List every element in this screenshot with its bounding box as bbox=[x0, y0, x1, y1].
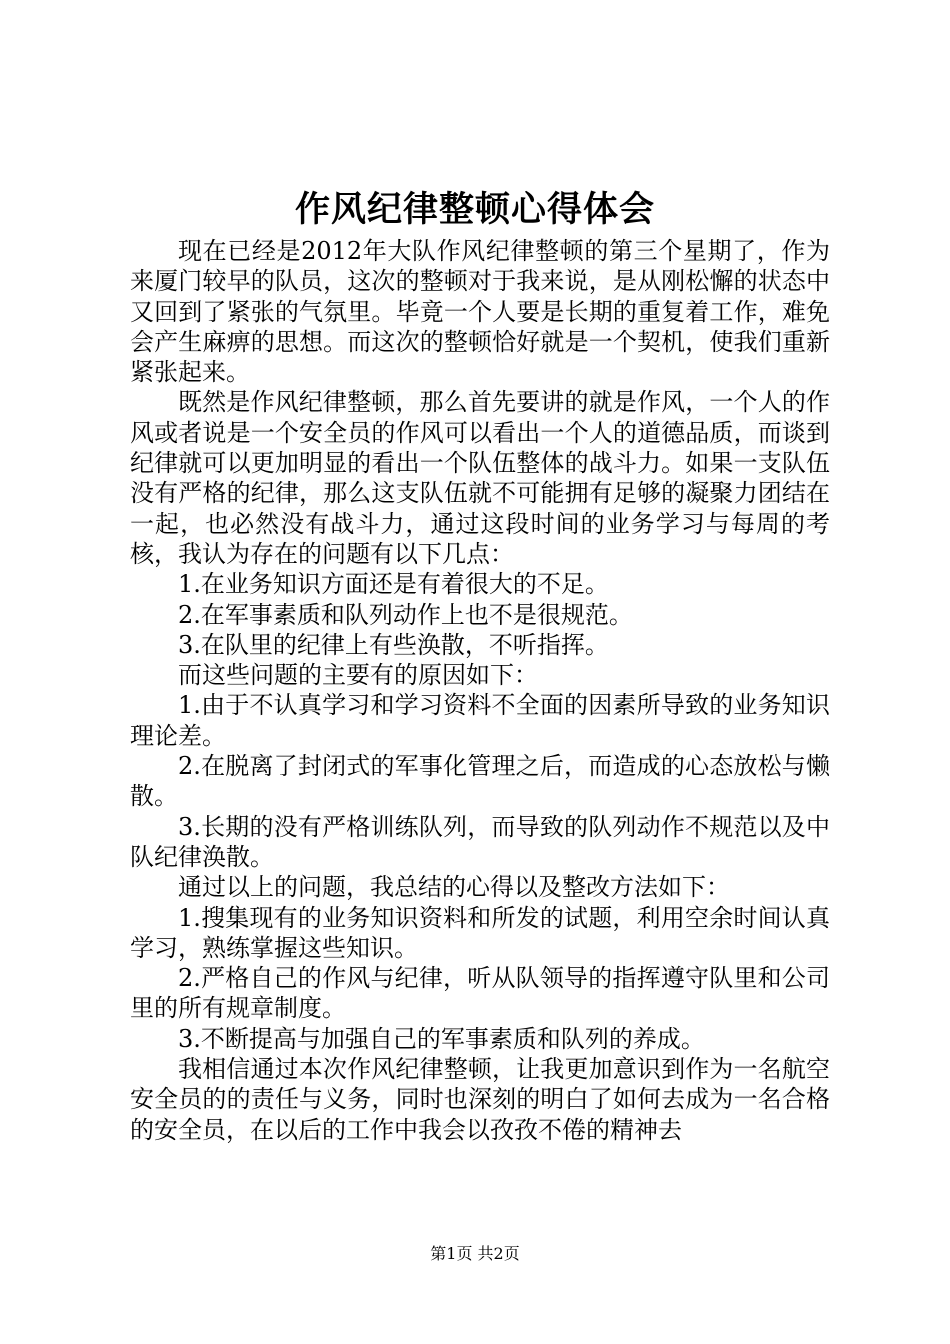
list-item: 1.在业务知识方面还是有着很大的不足。 bbox=[178, 570, 609, 599]
page-number-footer: 第1页 共2页 bbox=[430, 1244, 520, 1263]
list-item: 2.在脱离了封闭式的军事化管理之后，而造成的心态放松与懒散。 bbox=[130, 752, 830, 811]
paragraph: 而这些问题的主要有的原因如下： bbox=[178, 661, 538, 690]
paragraph: 现在已经是2012年大队作风纪律整顿的第三个星期了，作为来厦门较早的队员，这次的整顿对于我来说，是从刚松懈的状态中又回到了紧张的气氛里。毕竟一个人要是长期的重复着工作，难免会产生麻痹的思想。而这次的整顿恰好就是一个契机，使我们重新紧张起来。 bbox=[130, 237, 830, 387]
list-item: 1.由于不认真学习和学习资料不全面的因素所导致的业务知识理论差。 bbox=[130, 691, 830, 750]
list-item: 2.在军事素质和队列动作上也不是很规范。 bbox=[178, 600, 633, 629]
document-title: 作风纪律整顿心得体会 bbox=[294, 189, 655, 230]
list-item: 3.在队里的纪律上有些涣散，不听指挥。 bbox=[178, 630, 609, 659]
paragraph: 既然是作风纪律整顿，那么首先要讲的就是作风，一个人的作风或者说是一个安全员的作风可以看出一个人的道德品质，而谈到纪律就可以更加明显的看出一个队伍整体的战斗力。如果一支队伍没有严格的纪律，那么这支队伍就不可能拥有足够的凝聚力团结在一起，也必然没有战斗力，通过这段时间的业务学习与每周的考核，我认为存在的问题有以下几点： bbox=[130, 388, 830, 568]
list-item: 1.搜集现有的业务知识资料和所发的试题，利用空余时间认真学习，熟练掌握这些知识。 bbox=[130, 903, 830, 962]
paragraph: 我相信通过本次作风纪律整顿，让我更加意识到作为一名航空安全员的的责任与义务，同时也深刻的明白了如何去成为一名合格的安全员，在以后的工作中我会以孜孜不倦的精神去 bbox=[130, 1055, 830, 1144]
list-item: 3.不断提高与加强自己的军事素质和队列的养成。 bbox=[178, 1024, 705, 1053]
list-item: 2.严格自己的作风与纪律，听从队领导的指挥遵守队里和公司里的所有规章制度。 bbox=[130, 964, 830, 1023]
list-item: 3.长期的没有严格训练队列，而导致的队列动作不规范以及中队纪律涣散。 bbox=[130, 812, 830, 871]
document-body bbox=[130, 236, 830, 1145]
paragraph: 通过以上的问题，我总结的心得以及整改方法如下： bbox=[178, 873, 730, 902]
